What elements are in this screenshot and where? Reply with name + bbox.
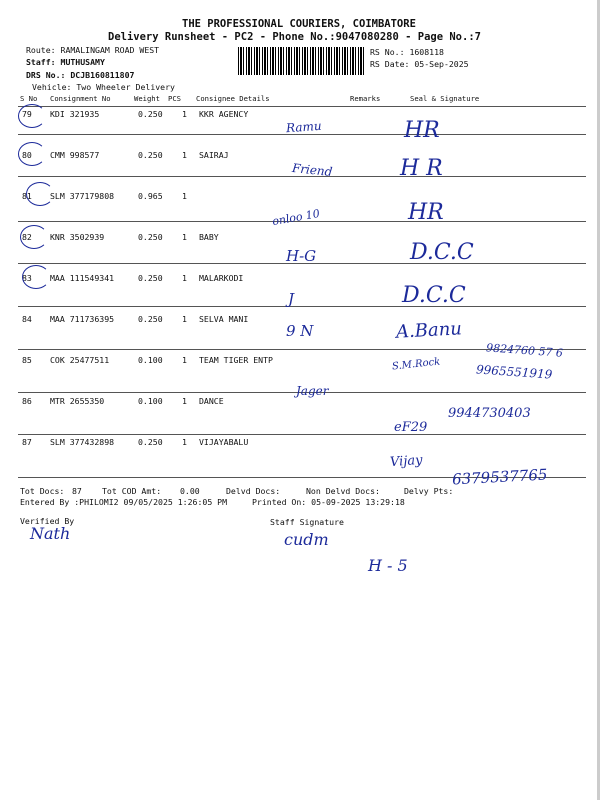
row-weight: 0.965	[138, 191, 163, 201]
non-delvd-docs-label: Non Delvd Docs:	[306, 486, 380, 496]
handwritten-remark: onloo 10	[271, 206, 321, 229]
handwritten-remark: 9 N	[286, 322, 314, 340]
handwritten-signature: S.M.Rock	[391, 356, 441, 373]
col-consignee: Consignee Details	[196, 94, 270, 103]
row-weight: 0.100	[138, 396, 163, 406]
staff-line	[26, 57, 105, 67]
row-pcs: 1	[182, 109, 187, 119]
entered-by-label: Entered By :	[20, 497, 80, 507]
handwritten-signature: Vijay	[389, 452, 423, 471]
handwritten-remark: J	[288, 290, 295, 308]
drs-line	[26, 70, 134, 80]
row-weight: 0.250	[138, 314, 163, 324]
header-divider	[18, 106, 586, 107]
handwritten-signature: D.C.C	[402, 283, 466, 308]
row-consignee: VIJAYABALU	[199, 437, 249, 447]
tot-cod-value: 0.00	[180, 486, 200, 496]
row-consignment: SLM 377432898	[50, 437, 115, 447]
handwritten-signature: D.C.C	[410, 240, 474, 265]
row-sno: 81	[22, 191, 32, 201]
row-pcs: 1	[182, 232, 187, 242]
row-consignment: KDI 321935	[50, 109, 100, 119]
tot-cod-label: Tot COD Amt:	[102, 486, 162, 496]
row-pcs: 1	[182, 273, 187, 283]
row-consignment: KNR 3502939	[50, 232, 105, 242]
row-sno: 83	[22, 273, 32, 283]
delvy-pts-label: Delvy Pts:	[404, 486, 454, 496]
row-consignment: MTR 2655350	[50, 396, 105, 406]
row-consignee: KKR AGENCY	[199, 109, 249, 119]
route-line	[26, 45, 159, 55]
staff-signature-label: Staff Signature	[270, 517, 344, 527]
staff-signature: cudm	[284, 530, 329, 549]
row-pcs: 1	[182, 191, 187, 201]
rs-no-label: RS No.:	[370, 47, 405, 57]
verified-signature: Nath	[30, 524, 71, 543]
col-sno: S No	[20, 94, 38, 103]
row-weight: 0.250	[138, 232, 163, 242]
row-weight: 0.250	[138, 150, 163, 160]
row-consignment: COK 25477511	[50, 355, 110, 365]
drs-label: DRS No.:	[26, 70, 66, 80]
tot-docs-value: 87	[72, 486, 82, 496]
row-sno: 80	[22, 150, 32, 160]
row-weight: 0.250	[138, 273, 163, 283]
delvd-docs-label: Delvd Docs:	[226, 486, 281, 496]
col-seal: Seal & Signature	[410, 94, 480, 103]
vehicle-line	[32, 82, 175, 92]
company-name: THE PROFESSIONAL COURIERS, COIMBATORE	[182, 18, 416, 30]
row-pcs: 1	[182, 314, 187, 324]
handwritten-signature: H R	[400, 156, 443, 181]
handwritten-signature: HR	[404, 118, 440, 143]
handwritten-remark: Ramu	[285, 118, 323, 136]
row-pcs: 1	[182, 396, 187, 406]
barcode	[238, 47, 366, 75]
row-consignee: MALARKODI	[199, 273, 244, 283]
col-weight: Weight	[134, 94, 160, 103]
handwritten-phone: 9824760 57 6	[485, 341, 564, 360]
row-sno: 79	[22, 109, 32, 119]
col-pcs: PCS	[168, 94, 181, 103]
rs-date-value: 05-Sep-2025	[414, 59, 469, 69]
row-divider	[18, 434, 586, 435]
vehicle-value: Two Wheeler Delivery	[76, 82, 175, 92]
row-consignment: MAA 111549341	[50, 273, 115, 283]
page-title: Delivery Runsheet - PC2 - Phone No.:9047080280 - Page No.:7	[108, 31, 481, 43]
tot-docs-label: Tot Docs:	[20, 486, 65, 496]
col-consignment: Consignment No	[50, 94, 111, 103]
route-value: RAMALINGAM ROAD WEST	[60, 45, 160, 55]
handwritten-remark: Jager	[296, 384, 329, 398]
rs-date-label: RS Date:	[370, 59, 410, 69]
row-weight: 0.250	[138, 437, 163, 447]
row-consignee: SAIRAJ	[199, 150, 229, 160]
printed-on-value: 05-09-2025 13:29:18	[311, 497, 405, 507]
row-pcs: 1	[182, 150, 187, 160]
staff-value: MUTHUSAMY	[60, 57, 105, 67]
row-pcs: 1	[182, 437, 187, 447]
tick-mark	[22, 265, 50, 289]
row-consignment: SLM 377179808	[50, 191, 115, 201]
handwritten-signature: eF29	[394, 420, 428, 435]
row-sno: 84	[22, 314, 32, 324]
handwritten-phone: 6379537765	[451, 465, 548, 489]
row-consignment: MAA 711736395	[50, 314, 115, 324]
row-consignee: TEAM TIGER ENTP	[199, 355, 273, 365]
tick-mark	[18, 104, 46, 128]
row-sno: 87	[22, 437, 32, 447]
tick-mark	[26, 182, 54, 206]
rs-date-line	[370, 59, 469, 69]
handwritten-remark: Friend	[291, 160, 334, 180]
handwritten-signature: A.Banu	[395, 318, 463, 343]
handwritten-remark: H-G	[286, 247, 317, 265]
entered-by-value: PHILOMI2 09/05/2025 1:26:05 PM	[79, 497, 228, 507]
row-consignee: SELVA MANI	[199, 314, 249, 324]
tick-mark	[18, 142, 46, 166]
row-divider	[18, 306, 586, 307]
row-consignment: CMM 998577	[50, 150, 100, 160]
verified-by-label: Verified By	[20, 516, 75, 526]
row-consignee: DANCE	[199, 396, 224, 406]
tick-mark	[20, 225, 48, 249]
row-sno: 85	[22, 355, 32, 365]
row-divider	[18, 176, 586, 177]
handwritten-phone: 9944730403	[448, 406, 531, 421]
route-label: Route:	[26, 45, 56, 55]
row-pcs: 1	[182, 355, 187, 365]
row-sno: 82	[22, 232, 32, 242]
row-sno: 86	[22, 396, 32, 406]
rs-no-value: 1608118	[409, 47, 444, 57]
staff-label: Staff:	[26, 57, 56, 67]
entered-by-line	[20, 497, 227, 507]
handwritten-note: H - 5	[368, 556, 408, 575]
rs-no-line	[370, 47, 444, 57]
vehicle-label: Vehicle:	[32, 82, 72, 92]
printed-on-label: Printed On:	[252, 497, 307, 507]
handwritten-signature: HR	[408, 200, 444, 225]
printed-on-line	[252, 497, 405, 507]
row-weight: 0.100	[138, 355, 163, 365]
drs-value: DCJB160811807	[70, 70, 135, 80]
row-consignee: BABY	[199, 232, 219, 242]
table-header	[18, 94, 586, 106]
handwritten-phone: 9965551919	[475, 362, 553, 382]
row-weight: 0.250	[138, 109, 163, 119]
col-remarks: Remarks	[350, 94, 381, 103]
